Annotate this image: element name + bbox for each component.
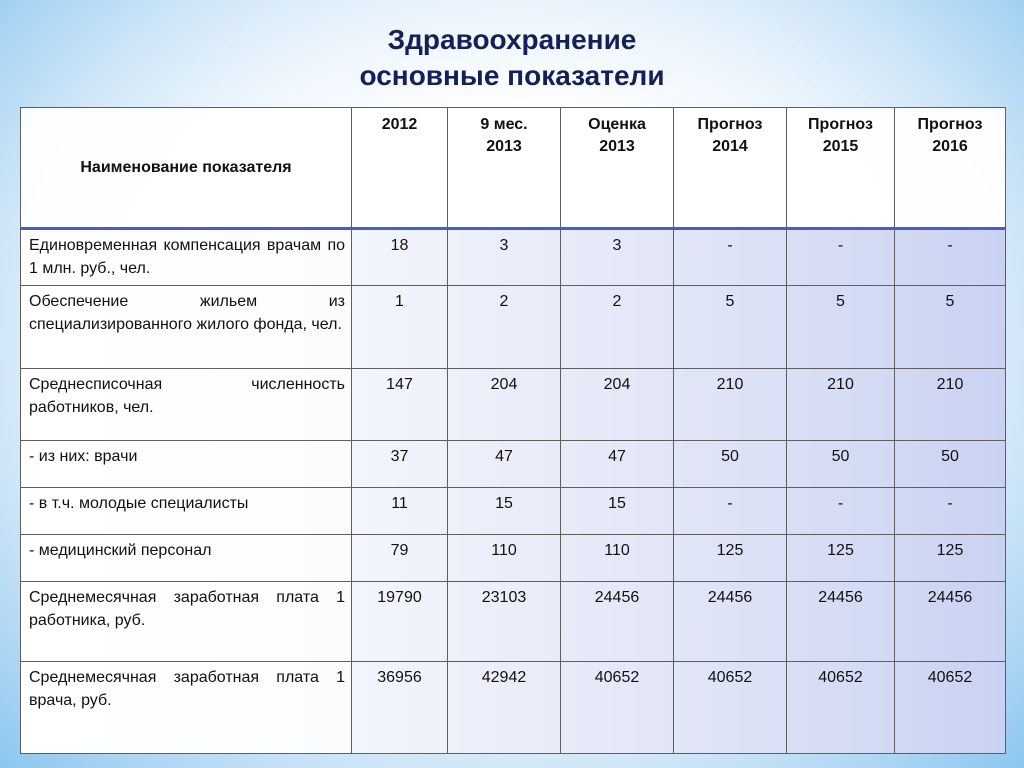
table-cell: 5 xyxy=(674,286,787,369)
table-cell: 37 xyxy=(352,441,448,488)
table-cell: 40652 xyxy=(895,662,1006,754)
header-2012-line1: 2012 xyxy=(381,116,418,133)
header-otsenka-2013-line2: 2013 xyxy=(599,138,635,155)
header-prognoz-2016-line1: Прогноз xyxy=(917,116,983,133)
table-cell: 5 xyxy=(787,286,895,369)
header-prognoz-2015 xyxy=(787,108,895,229)
table-cell: 210 xyxy=(787,369,895,441)
table-cell: 147 xyxy=(352,369,448,441)
table-row xyxy=(21,369,1006,441)
header-row xyxy=(21,108,1006,229)
table-cell: 110 xyxy=(561,535,674,582)
table-cell: 3 xyxy=(448,229,561,286)
table-cell: 110 xyxy=(448,535,561,582)
table-cell: 50 xyxy=(674,441,787,488)
row-name: Среднемесячная заработная плата 1 работника, руб. xyxy=(21,582,352,662)
table-cell: 47 xyxy=(561,441,674,488)
header-prognoz-2015-line2: 2015 xyxy=(822,138,859,155)
table-cell: - xyxy=(787,488,895,535)
table-cell: 125 xyxy=(674,535,787,582)
table-cell: 79 xyxy=(352,535,448,582)
table-cell: - xyxy=(895,488,1006,535)
row-name: - медицинский персонал xyxy=(21,535,352,582)
table-cell: 125 xyxy=(787,535,895,582)
table-cell: - xyxy=(674,488,787,535)
table-cell: - xyxy=(895,229,1006,286)
table-cell: 204 xyxy=(448,369,561,441)
table-cell: 24456 xyxy=(674,582,787,662)
slide-title xyxy=(0,22,1024,94)
table-cell: 47 xyxy=(448,441,561,488)
table-cell: 50 xyxy=(895,441,1006,488)
row-name: - из них: врачи xyxy=(21,441,352,488)
header-9mes-2013 xyxy=(448,108,561,229)
header-prognoz-2014-line1: Прогноз xyxy=(697,116,763,133)
header-9mes-2013-line2: 2013 xyxy=(486,138,522,155)
header-name: Наименование показателя xyxy=(21,108,352,229)
row-name: Среднесписочная численность работников, чел. xyxy=(21,369,352,441)
table-cell: 36956 xyxy=(352,662,448,754)
header-otsenka-2013-line1: Оценка xyxy=(588,116,646,133)
table-cell: - xyxy=(674,229,787,286)
table-cell: 1 xyxy=(352,286,448,369)
header-prognoz-2015-line1: Прогноз xyxy=(808,116,873,133)
table-cell: 18 xyxy=(352,229,448,286)
table-cell: 50 xyxy=(787,441,895,488)
header-prognoz-2014-line2: 2014 xyxy=(712,138,748,155)
table-body xyxy=(21,229,1006,754)
table-row xyxy=(21,535,1006,582)
header-9mes-2013-line1: 9 мес. xyxy=(480,116,528,133)
table-row xyxy=(21,441,1006,488)
table-header xyxy=(21,108,1006,229)
table-cell: 2 xyxy=(448,286,561,369)
table-cell: 19790 xyxy=(352,582,448,662)
table-cell: 5 xyxy=(895,286,1006,369)
row-name: Среднемесячная заработная плата 1 врача, руб. xyxy=(21,662,352,754)
row-name: Единовременная компенсация врачам по 1 млн. руб., чел. xyxy=(21,229,352,286)
row-name: - в т.ч. молодые специалисты xyxy=(21,488,352,535)
header-otsenka-2013 xyxy=(561,108,674,229)
table-row xyxy=(21,488,1006,535)
table-cell: 40652 xyxy=(674,662,787,754)
table-cell: 11 xyxy=(352,488,448,535)
table-cell: 3 xyxy=(561,229,674,286)
header-prognoz-2016 xyxy=(895,108,1006,229)
table-cell: 42942 xyxy=(448,662,561,754)
table-row xyxy=(21,286,1006,369)
table-cell: 23103 xyxy=(448,582,561,662)
table-cell: 204 xyxy=(561,369,674,441)
title-subtitle: основные показатели xyxy=(359,60,665,91)
table-cell: 40652 xyxy=(787,662,895,754)
table-row xyxy=(21,662,1006,754)
table-row xyxy=(21,582,1006,662)
table-cell: 2 xyxy=(561,286,674,369)
table-cell: - xyxy=(787,229,895,286)
title-main: Здравоохранение xyxy=(387,24,637,55)
table-row xyxy=(21,229,1006,286)
table-cell: 210 xyxy=(674,369,787,441)
header-2012 xyxy=(352,108,448,229)
table-cell: 210 xyxy=(895,369,1006,441)
table-cell: 24456 xyxy=(787,582,895,662)
table-cell: 125 xyxy=(895,535,1006,582)
table-cell: 24456 xyxy=(895,582,1006,662)
row-name: Обеспечение жильем из специализированного жилого фонда, чел. xyxy=(21,286,352,369)
header-prognoz-2016-line2: 2016 xyxy=(932,138,968,155)
table-cell: 15 xyxy=(448,488,561,535)
indicators-table xyxy=(20,107,1006,754)
header-prognoz-2014 xyxy=(674,108,787,229)
table-cell: 24456 xyxy=(561,582,674,662)
table-cell: 15 xyxy=(561,488,674,535)
table-cell: 40652 xyxy=(561,662,674,754)
